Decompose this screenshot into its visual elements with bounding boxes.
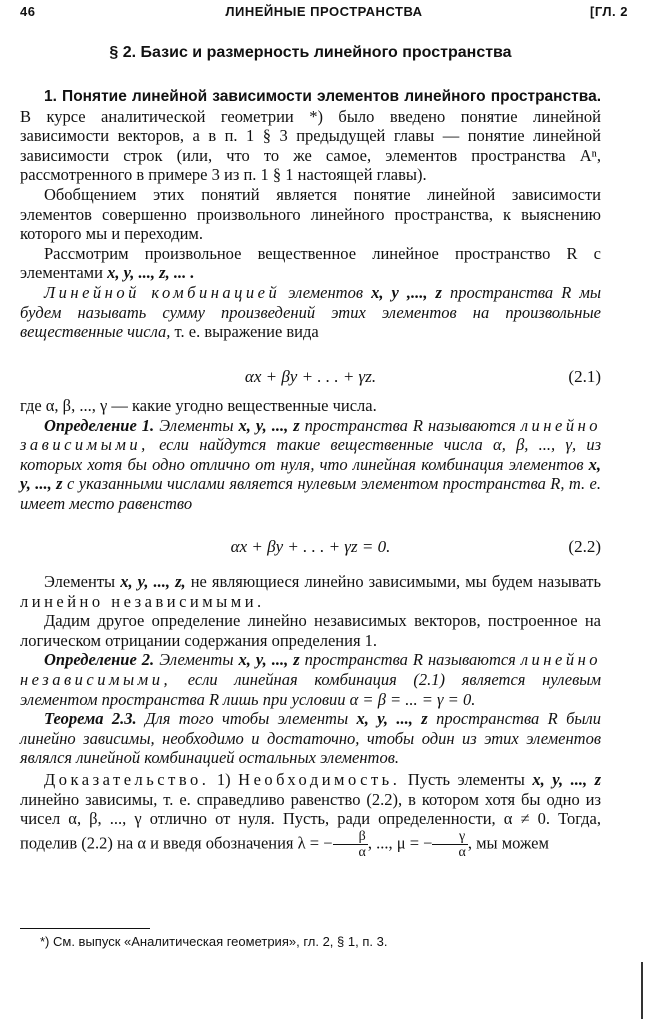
mu-expression: , ..., μ = − (367, 833, 433, 852)
definition-1 (20, 416, 601, 514)
proof-text: Пусть элементы (407, 769, 525, 789)
text-block-3 (20, 572, 601, 860)
scan-edge-mark (641, 962, 643, 1019)
definition-label: Определение 2. (44, 650, 155, 670)
fraction-beta-alpha (333, 829, 368, 860)
paragraph-3 (20, 244, 601, 283)
theorem-text: пространства R были линейно зависимы, необходимо и достаточно, чтобы один из этих элементов являлся линейной комбинацией остальных элементов. (20, 709, 601, 768)
proof-label: Доказательство. (44, 769, 210, 789)
paragraph-text: элементов (288, 282, 364, 302)
formula-2-2 (20, 537, 601, 559)
proof-necessity: Необходимость. (238, 769, 401, 789)
paragraph-text: пространства R мы будем называть сумму произведений этих элементов на произвольные вещественные числа, (20, 282, 602, 342)
paragraph-text: Элементы (44, 572, 116, 591)
vector-list: x, y, ..., z (238, 650, 300, 670)
definition-text: Элементы (159, 650, 234, 670)
definition-text: если линейная комбинация (2.1) является нулевым элементом пространства R лишь при условии α = β = ... = γ = 0. (20, 669, 601, 709)
paragraph-heading: 1. Понятие линейной зависимости элементов линейного пространства. (44, 88, 601, 105)
spaced-term: линейно независимыми, (20, 650, 601, 689)
spaced-term: Линейной комбинацией (44, 282, 281, 302)
theorem-text: Для того чтобы элементы (145, 709, 349, 729)
fraction-denominator: α (458, 844, 466, 860)
formula-number: (2.2) (568, 537, 601, 556)
text-block-2 (20, 396, 601, 514)
lambda-expression: λ = − (297, 833, 333, 852)
vector-list: x, y ,..., z (371, 282, 442, 302)
paragraph-5: где α, β, ..., γ — какие угодно вещественные числа. (20, 396, 377, 415)
paragraph-4 (20, 283, 601, 342)
definition-label: Определение 1. (44, 415, 155, 435)
paragraph-7: Дадим другое определение линейно независимых векторов, построенное на логическом отрицании содержания определения 1. (20, 611, 601, 650)
fraction-denominator: α (358, 844, 366, 860)
proof-text: линейно зависимы, т. е. справедливо равенство (2.2), в котором хотя бы одно из чисел α, β, ..., γ отлично от нуля. Пусть, ради определенности, α ≠ 0. Тогда, поделив (2.2) на α и введя обозначения (20, 789, 601, 852)
paragraph-1 (20, 86, 601, 185)
formula-2-1 (20, 367, 601, 389)
paragraph-text: В курсе аналитической геометрии *) было введено понятие линейной зависимости векторов, а в п. 1 § 3 предыдущей главы — понятие линейной зависимости строк (или, что то же самое, элементов пространства Aⁿ, рассмотренного в примере 3 из п. 1 § 1 настоящей главы). (20, 106, 601, 185)
running-title: ЛИНЕЙНЫЕ ПРОСТРАНСТВА (225, 4, 423, 19)
footnote-rule (20, 928, 150, 929)
paragraph-text: Рассмотрим произвольное вещественное линейное пространство R с элементами (20, 243, 601, 283)
vector-list: x, y, ..., z, (120, 572, 186, 591)
vector-list: x, y, ..., z (532, 769, 602, 789)
theorem-2-3 (20, 709, 601, 768)
page-number: 46 (20, 4, 36, 19)
definition-2 (20, 650, 601, 709)
chapter-label: [ГЛ. 2 (590, 4, 628, 19)
proof-text: , мы можем (467, 833, 549, 852)
spaced-term: линейно независимыми. (20, 591, 265, 611)
vector-list: x, y, ..., z (238, 415, 300, 435)
footnote: *) См. выпуск «Аналитическая геометрия», гл. 2, § 1, п. 3. (40, 934, 388, 949)
definition-text: с указанными числами является нулевым элементом пространства R, т. е. имеет место равенство (20, 474, 602, 513)
vector-list: x, y, ..., z (356, 709, 428, 729)
fraction-gamma-alpha (432, 829, 467, 860)
formula-expression: αx + βy + . . . + γz. (244, 367, 377, 386)
text-block-1 (20, 86, 601, 342)
vector-list: x, y, ..., z (20, 454, 601, 494)
paragraph-6 (20, 572, 601, 611)
formula-expression: αx + βy + . . . + γz = 0. (230, 537, 391, 556)
spaced-term: линейно зависимыми, (20, 415, 601, 455)
fraction-numerator: γ (432, 829, 467, 845)
definition-text: Элементы (159, 415, 234, 435)
definition-text: если найдутся такие вещественные числа α, β, ..., γ, из которых хотя бы одно отлично от нуля, что линейная комбинация элементов (20, 435, 602, 474)
vector-list: x, y, ..., z, ... . (107, 263, 195, 283)
definition-text: пространства R называются (304, 415, 516, 435)
fraction-numerator: β (333, 829, 368, 845)
paragraph-2: Обобщением этих понятий является понятие линейной зависимости элементов совершенно произвольного линейного пространства, к выяснению которого мы и переходим. (20, 184, 601, 244)
proof-step: 1) (216, 769, 231, 789)
running-header (20, 4, 628, 22)
section-title: § 2. Базис и размерность линейного пространства (109, 44, 512, 61)
paragraph-text: т. е. выражение вида (174, 322, 319, 342)
definition-text: пространства R называются (304, 650, 516, 670)
proof (20, 770, 601, 860)
formula-number: (2.1) (568, 367, 601, 386)
theorem-label: Теорема 2.3. (44, 709, 137, 729)
paragraph-text: не являющиеся линейно зависимыми, мы будем называть (190, 572, 601, 591)
